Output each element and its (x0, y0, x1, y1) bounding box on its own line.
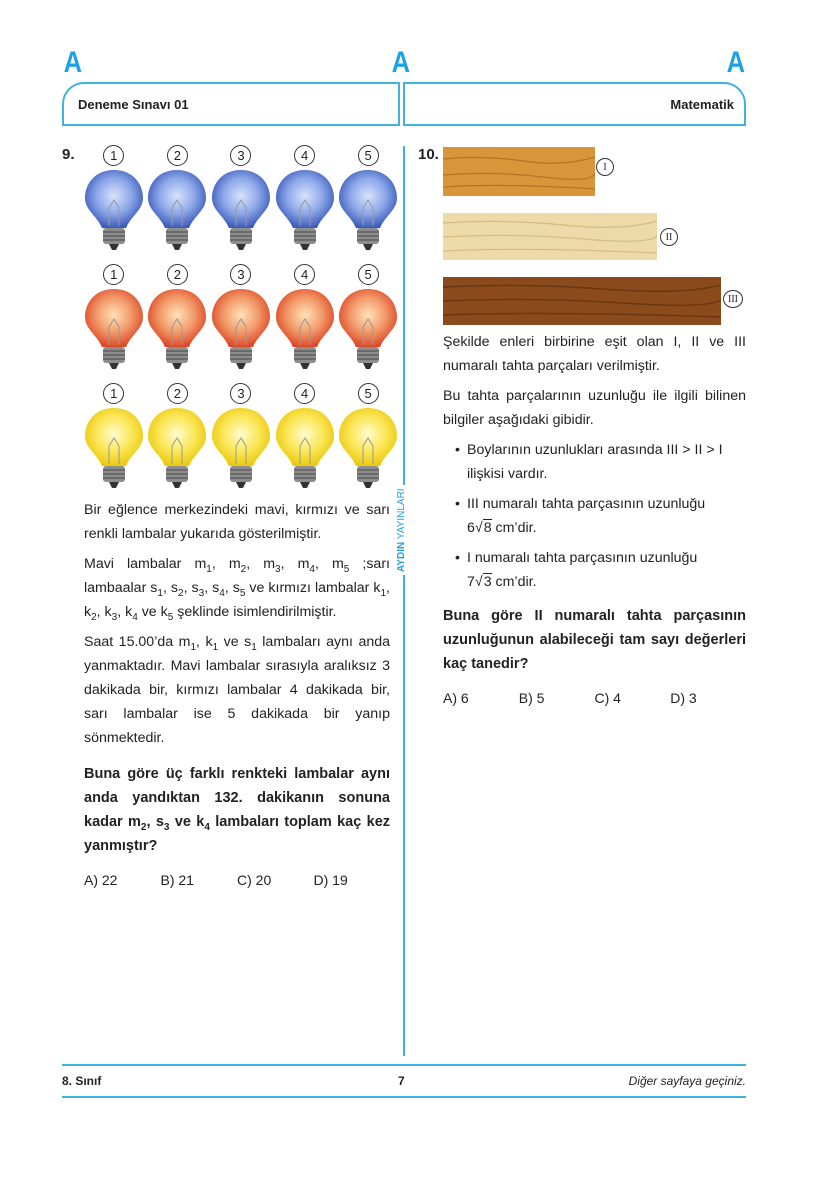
bulb-number: 1 (103, 383, 124, 404)
q10-paragraph-2: Bu tahta parçalarının uzunluğu ile ilgili bilinen bilgiler aşağıdaki gibidir. (443, 388, 746, 428)
bulb (82, 264, 146, 371)
booklet-letter-right: A (726, 46, 746, 79)
text-run: , s (162, 580, 179, 596)
bulb (146, 264, 210, 371)
bulb (336, 264, 400, 371)
info-item: • I numaralı tahta parçasının uzunluğu 7√3 cm’dir. (455, 546, 746, 594)
text-run: , s (183, 580, 199, 596)
grade-label: 8. Sınıf (62, 1074, 102, 1088)
text-run: , m (246, 556, 276, 572)
bulb-number: 4 (294, 145, 315, 166)
q9-paragraph (84, 552, 390, 624)
bulb (336, 145, 400, 252)
footer-line-bottom (62, 1096, 746, 1098)
question-9-text (84, 498, 390, 892)
subscript: 4 (204, 822, 210, 833)
plank-label-II: II (660, 228, 678, 246)
publisher-brand: AYDIN YAYINLARI (396, 485, 407, 575)
subscript: 3 (163, 822, 170, 833)
text-run: , k (196, 634, 213, 650)
option-a[interactable]: A) 22 (84, 872, 118, 888)
bulb-number: 5 (358, 264, 379, 285)
text-run: ve s (218, 634, 252, 650)
text-run: , k (84, 580, 390, 620)
q10-question: Buna göre II numaralı tahta parçasının uzunluğunun alabileceği tam sayı değerleri kaç tanedir? (443, 608, 746, 672)
subscript: 4 (309, 564, 315, 575)
booklet-letter-center: A (391, 46, 411, 79)
q10-options (443, 686, 746, 710)
subscript: 5 (343, 564, 350, 575)
text-run: Bir eğlence merkezindeki mavi, kırmızı ve sarı renkli lambalar yukarıda gösterilmiştir. (84, 502, 390, 542)
plank-III (443, 277, 721, 325)
option-c[interactable]: C) 20 (237, 872, 272, 888)
text-run: , k (117, 604, 133, 620)
exam-title: Deneme Sınavı 01 (62, 82, 400, 126)
light-bulb-icon (210, 406, 272, 490)
q10-paragraph-1: Şekilde enleri birbirine eşit olan I, II ve III numaralı tahta parçaları verilmiştir. (443, 334, 746, 374)
plank-label-I: I (596, 158, 614, 176)
info-item: • Boylarının uzunlukları arasında III > II > I ilişkisi vardır. (455, 438, 746, 486)
bulb-number: 4 (294, 383, 315, 404)
bulb (146, 145, 210, 252)
q9-options (84, 868, 390, 892)
q10-info-list (443, 438, 746, 594)
bulb-number: 4 (294, 264, 315, 285)
bulb (82, 383, 146, 490)
bulb-number: 2 (167, 264, 188, 285)
question-10-text (443, 330, 746, 710)
bulb (336, 383, 400, 490)
bulb (146, 383, 210, 490)
bulb-number: 2 (167, 145, 188, 166)
bulb-number: 2 (167, 383, 188, 404)
subject-title: Matematik (403, 82, 746, 126)
subscript: 1 (380, 588, 387, 599)
subscript: 1 (251, 642, 257, 653)
text-run: , m (211, 556, 241, 572)
subscript: 3 (275, 564, 281, 575)
subscript: 1 (190, 642, 197, 653)
column-divider (403, 146, 405, 1056)
bulb (82, 145, 146, 252)
text-run: şeklinde isimlendirilmiştir. (173, 604, 337, 620)
bulb-number: 3 (230, 383, 251, 404)
light-bulb-icon (337, 406, 399, 490)
subscript: 2 (140, 822, 147, 833)
bulb-grid (82, 145, 400, 502)
subscript: 1 (206, 564, 212, 575)
subscript: 2 (240, 564, 247, 575)
light-bulb-icon (337, 287, 399, 371)
text-run: Saat 15.00’da m (84, 634, 191, 650)
light-bulb-icon (210, 287, 272, 371)
plank-I (443, 147, 595, 196)
option-b[interactable]: B) 5 (518, 690, 545, 706)
page-number: 7 (398, 1074, 405, 1088)
bulb (273, 145, 337, 252)
bulb (273, 264, 337, 371)
light-bulb-icon (274, 287, 336, 371)
text-run: ve kırmızı lambalar k (245, 580, 381, 596)
option-d[interactable]: D) 3 (670, 690, 697, 706)
light-bulb-icon (146, 168, 208, 252)
text-run: Buna göre üç farklı renkteki lambalar aynı anda yandıktan 132. dakikanın sonuna kadar m (84, 766, 390, 830)
text-run: lambaları toplam kaç kez yanmıştır? (84, 814, 391, 854)
subscript: 4 (132, 612, 138, 623)
q9-question (84, 762, 390, 858)
option-b[interactable]: B) 21 (160, 872, 194, 888)
bulb-number: 1 (103, 145, 124, 166)
plank-label-III: III (723, 290, 743, 308)
booklet-letter-left: A (63, 46, 83, 79)
bulb (209, 383, 273, 490)
light-bulb-icon (210, 168, 272, 252)
light-bulb-icon (83, 168, 145, 252)
bulb-row-red (82, 264, 400, 371)
subscript: 5 (239, 588, 246, 599)
bulb (209, 145, 273, 252)
light-bulb-icon (83, 406, 145, 490)
bulb-number: 5 (358, 383, 379, 404)
next-page-note: Diğer sayfaya geçiniz. (628, 1074, 746, 1088)
subscript: 2 (178, 588, 184, 599)
light-bulb-icon (146, 406, 208, 490)
text-run: , m (280, 556, 310, 572)
text-run: , s (146, 814, 164, 830)
subscript: 5 (167, 612, 174, 623)
text-run: , k (96, 604, 112, 620)
option-d[interactable]: D) 19 (313, 872, 348, 888)
light-bulb-icon (274, 168, 336, 252)
subscript: 1 (157, 588, 163, 599)
subscript: 1 (212, 642, 219, 653)
bulb-number: 5 (358, 145, 379, 166)
plank-II (443, 213, 657, 260)
option-a[interactable]: A) 6 (443, 690, 469, 706)
subscript: 3 (198, 588, 205, 599)
question-10-number: 10. (418, 146, 439, 163)
bulb-number: 3 (230, 264, 251, 285)
q9-paragraph (84, 498, 390, 546)
question-9-number: 9. (62, 146, 75, 163)
bulb-number: 3 (230, 145, 251, 166)
text-run: , m (314, 556, 344, 572)
text-run: lambaları aynı anda yanmaktadır. Mavi lambalar sırasıyla aralıksız 3 dakikada bir, kırmızı lambalar 4 dakikada bir, sarı lambalar ise 5 dakikada bir yanıp sönmektedir. (84, 634, 391, 746)
bulb-row-blue (82, 145, 400, 252)
light-bulb-icon (146, 287, 208, 371)
bulb (273, 383, 337, 490)
subscript: 4 (219, 588, 225, 599)
light-bulb-icon (274, 406, 336, 490)
text-run: Mavi lambalar m (84, 556, 207, 572)
bulb-number: 1 (103, 264, 124, 285)
subscript: 2 (91, 612, 97, 623)
info-item: • III numaralı tahta parçasının uzunluğu 6√8 cm’dir. (455, 492, 746, 540)
text-run: , s (224, 580, 240, 596)
option-c[interactable]: C) 4 (594, 690, 621, 706)
bulb (209, 264, 273, 371)
text-run: ve k (169, 814, 205, 830)
text-run: ve k (137, 604, 168, 620)
subscript: 3 (111, 612, 118, 623)
text-run: , s (204, 580, 220, 596)
text-run: ;sarı lambaalar s (84, 556, 390, 596)
light-bulb-icon (83, 287, 145, 371)
light-bulb-icon (337, 168, 399, 252)
footer-line-top (62, 1064, 746, 1066)
bulb-row-yellow (82, 383, 400, 490)
q9-paragraph (84, 630, 390, 750)
